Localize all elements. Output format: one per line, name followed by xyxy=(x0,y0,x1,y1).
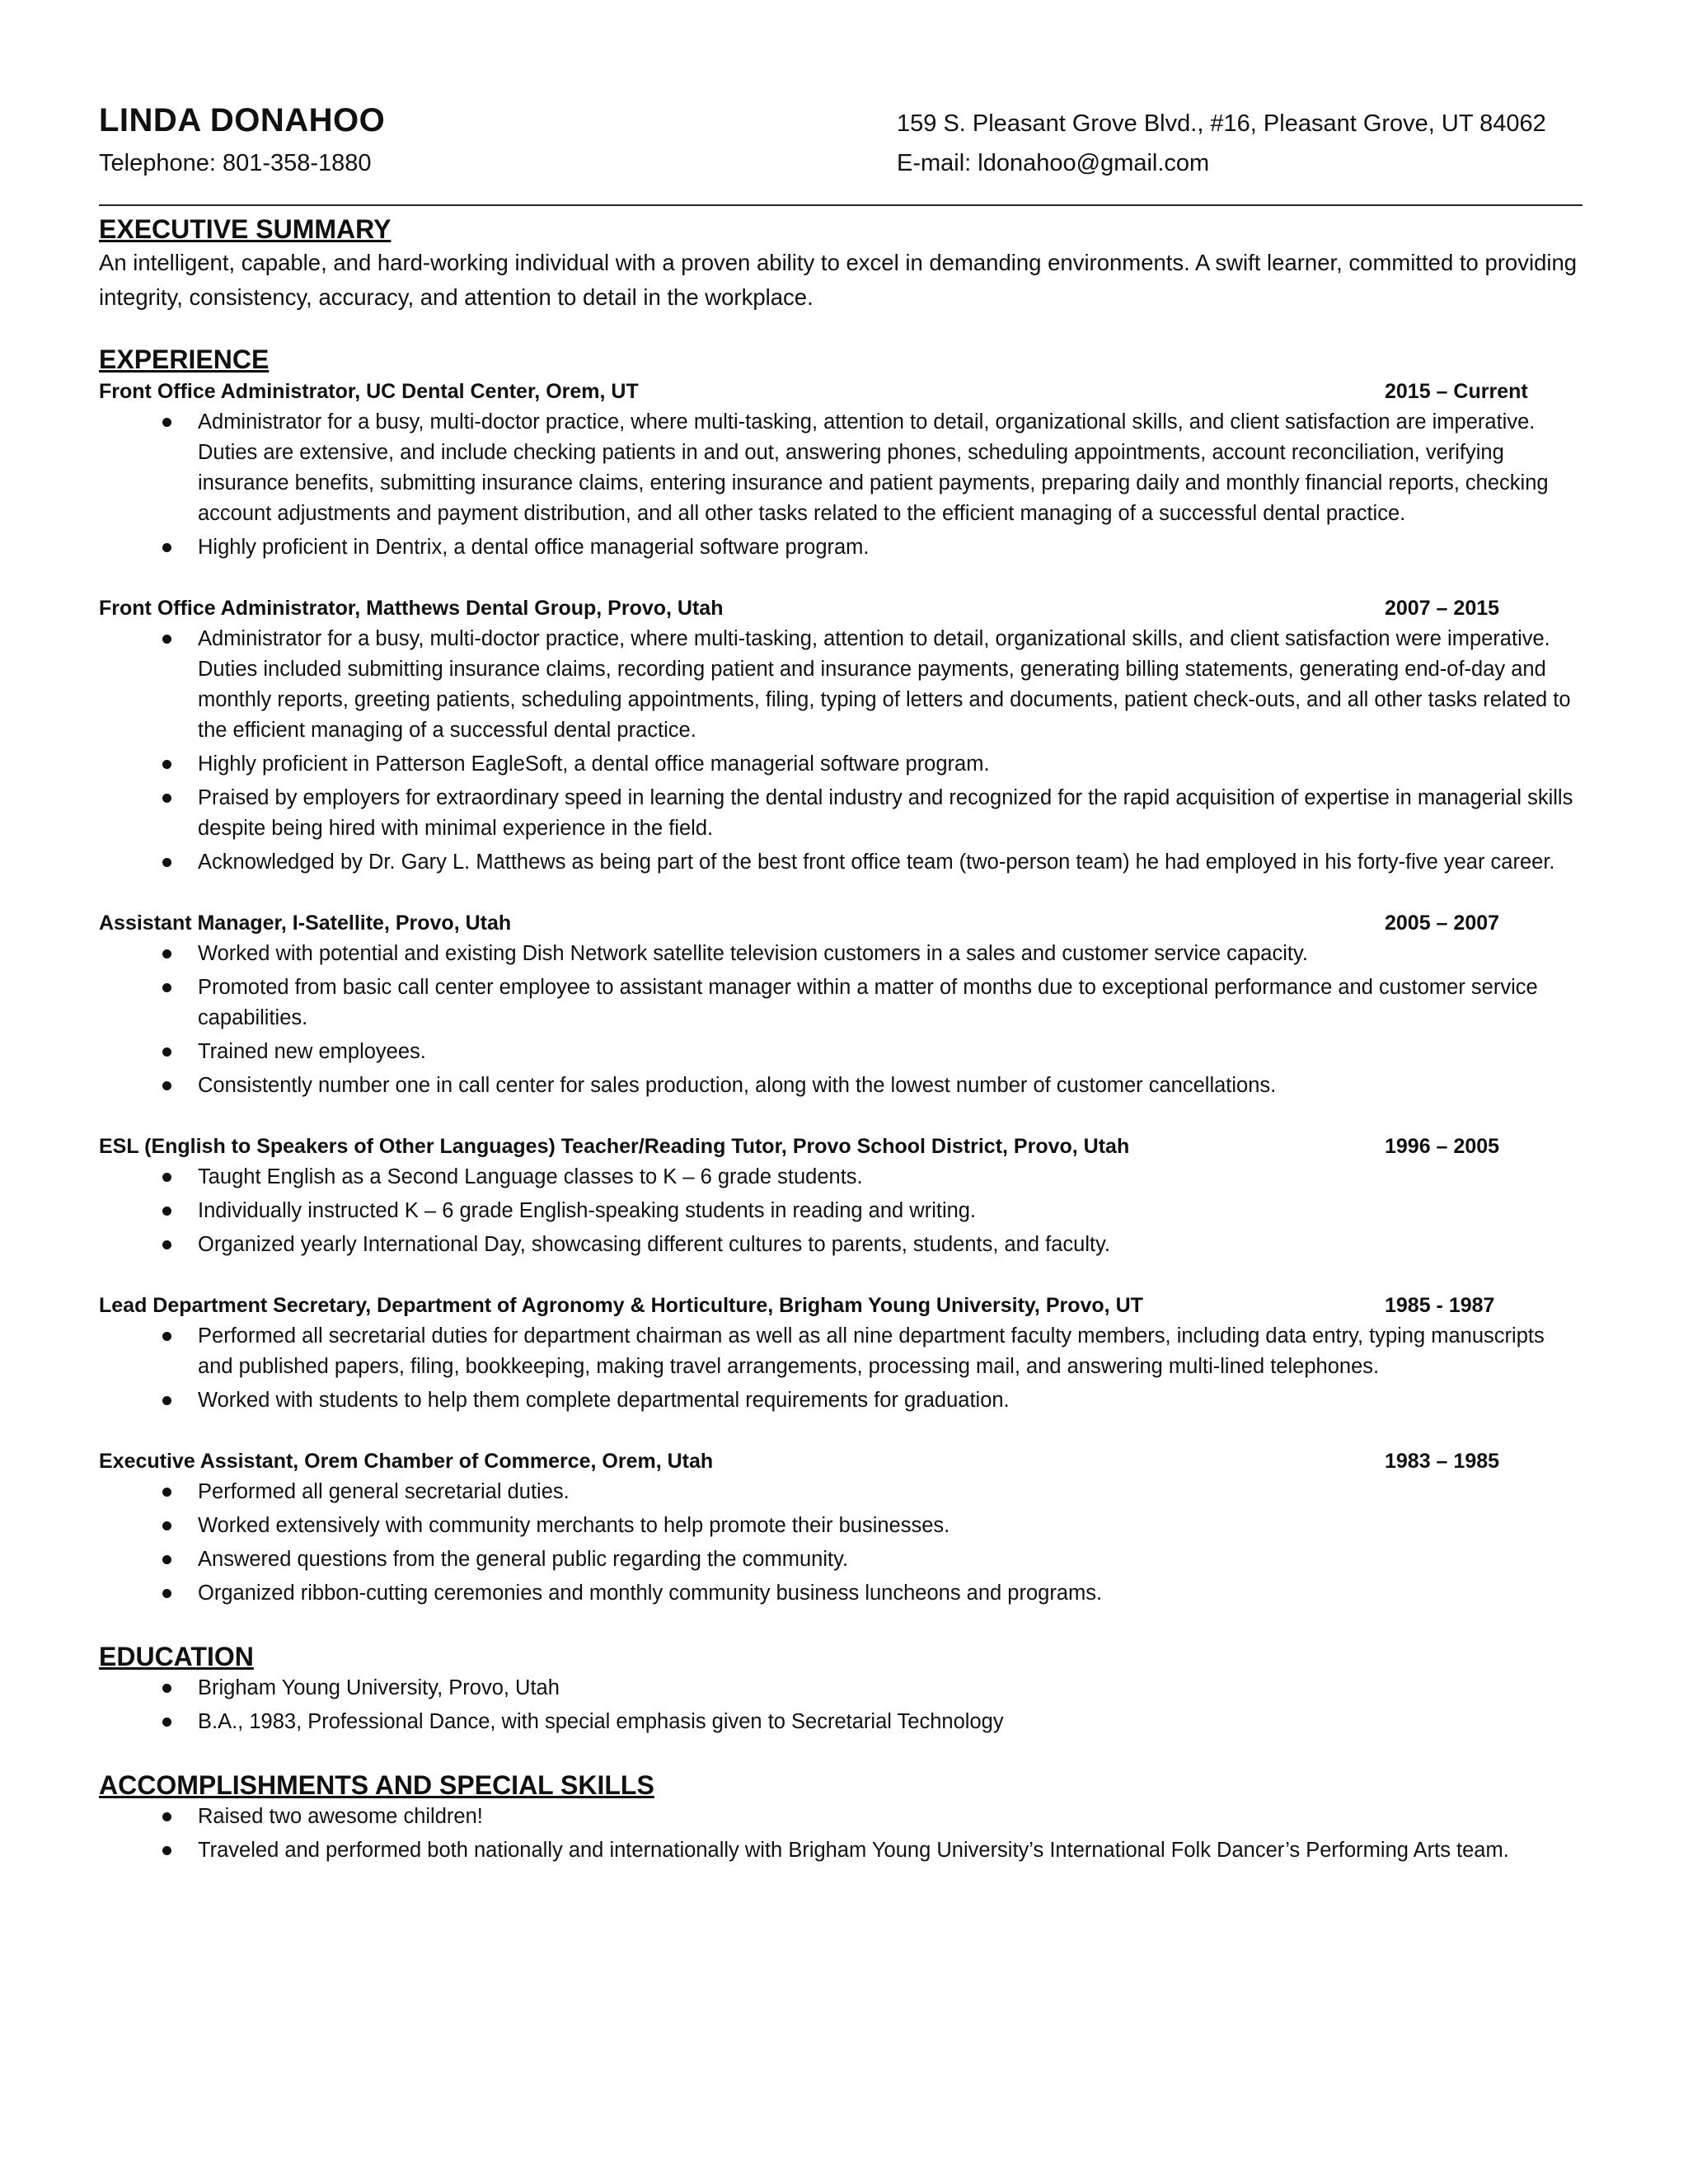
experience-section xyxy=(99,343,1582,1609)
job-title: Front Office Administrator, UC Dental Center, Orem, UT xyxy=(99,380,639,403)
education-section xyxy=(99,1640,1582,1737)
accomplishment-bullet: Traveled and performed both nationally and internationally with Brigham Young University’s International Folk Dancer’s Performing Arts team. xyxy=(99,1835,1582,1866)
accomplishment-bullet: Raised two awesome children! xyxy=(99,1802,1582,1832)
email-line: E-mail: ldonahoo@gmail.com xyxy=(897,150,1210,176)
executive-summary-title: EXECUTIVE SUMMARY xyxy=(99,214,392,244)
job-bullet: Consistently number one in call center for sales production, along with the lowest number of customer cancellations. xyxy=(99,1071,1582,1101)
job-dates: 2005 – 2007 xyxy=(1385,912,1500,935)
bullet-icon xyxy=(162,1718,171,1727)
resume-body xyxy=(99,213,1582,1869)
experience-title: EXPERIENCE xyxy=(99,344,270,374)
job-bullet: Individually instructed K – 6 grade English-speaking students in reading and writing. xyxy=(99,1196,1582,1226)
job-dates: 1985 - 1987 xyxy=(1385,1294,1495,1317)
bullet-icon xyxy=(162,1047,171,1057)
applicant-name: LINDA DONAHOO xyxy=(99,102,386,138)
job-title: Lead Department Secretary, Department of Agronomy & Horticulture, Brigham Young University, Provo, UT xyxy=(99,1294,1143,1317)
job-bullet: Taught English as a Second Language classes to K – 6 grade students. xyxy=(99,1162,1582,1193)
bullet-icon xyxy=(162,949,171,958)
bullet-icon xyxy=(162,794,171,803)
bullet-icon xyxy=(162,1332,171,1341)
bullet-icon xyxy=(162,760,171,769)
job-bullet: Organized ribbon-cutting ceremonies and monthly community business luncheons and programs. xyxy=(99,1578,1582,1609)
job-dates: 2015 – Current xyxy=(1385,380,1528,403)
bullet-icon xyxy=(162,1684,171,1693)
job-entry xyxy=(99,593,1582,878)
education-title: EDUCATION xyxy=(99,1642,254,1671)
bullet-icon xyxy=(162,418,171,427)
job-bullet: Performed all secretarial duties for department chairman as well as all nine department faculty members, including data entry, typing manuscripts and published papers, filing, bookkeeping, making travel arrangements, processing mail, and answering multi-lined telephones. xyxy=(99,1321,1582,1382)
telephone-line: Telephone: 801-358-1880 xyxy=(99,150,372,176)
bullet-icon xyxy=(162,1488,171,1497)
bullet-icon xyxy=(162,1396,171,1405)
job-bullet: Answered questions from the general public regarding the community. xyxy=(99,1544,1582,1575)
job-bullet: Worked with potential and existing Dish Network satellite television customers in a sales and customer service capacity. xyxy=(99,939,1582,969)
education-bullet: Brigham Young University, Provo, Utah xyxy=(99,1673,1582,1704)
job-entry xyxy=(99,1290,1582,1416)
bullet-icon xyxy=(162,1846,171,1855)
job-bullet: Administrator for a busy, multi-doctor practice, where multi-tasking, attention to detail, organizational skills, and client satisfaction are imperative. Duties are extensive, and include checking patients in and out, answering phones, scheduling appointments, account reconciliation, verifying insurance benefits, submitting insurance claims, entering insurance and patient payments, preparing daily and monthly financial reports, checking account adjustments and payment distribution, and all other tasks related to the efficient managing of a successful dental practice. xyxy=(99,407,1582,529)
job-dates: 1983 – 1985 xyxy=(1385,1450,1500,1473)
bullet-icon xyxy=(162,635,171,644)
job-bullet: Promoted from basic call center employee to assistant manager within a matter of months due to exceptional performance and customer service capabilities. xyxy=(99,972,1582,1033)
job-title: Executive Assistant, Orem Chamber of Commerce, Orem, Utah xyxy=(99,1450,714,1473)
header-divider xyxy=(99,204,1582,206)
job-entry xyxy=(99,1131,1582,1260)
bullet-icon xyxy=(162,1173,171,1182)
address-line: 159 S. Pleasant Grove Blvd., #16, Pleasant Grove, UT 84062 xyxy=(897,110,1546,137)
accomplishments-title: ACCOMPLISHMENTS AND SPECIAL SKILLS xyxy=(99,1770,654,1800)
job-bullet: Praised by employers for extraordinary speed in learning the dental industry and recognized for the rapid acquisition of expertise in managerial skills despite being hired with minimal experience in the field. xyxy=(99,783,1582,844)
job-title: Front Office Administrator, Matthews Dental Group, Provo, Utah xyxy=(99,597,724,620)
job-bullet: Worked with students to help them complete departmental requirements for graduation. xyxy=(99,1385,1582,1416)
job-dates: 1996 – 2005 xyxy=(1385,1135,1500,1158)
job-title: Assistant Manager, I-Satellite, Provo, Utah xyxy=(99,912,512,935)
bullet-icon xyxy=(162,1240,171,1249)
accomplishments-section xyxy=(99,1769,1582,1866)
job-bullet: Organized yearly International Day, showcasing different cultures to parents, students, and faculty. xyxy=(99,1230,1582,1260)
job-bullet: Administrator for a busy, multi-doctor practice, where multi-tasking, attention to detail, organizational skills, and client satisfaction were imperative. Duties included submitting insurance claims, recording patient and insurance payments, generating billing statements, generating end-of-day and monthly reports, greeting patients, scheduling appointments, filing, typing of letters and documents, patient check-outs, and all other tasks related to the efficient managing of a successful dental practice. xyxy=(99,624,1582,746)
job-bullet: Trained new employees. xyxy=(99,1037,1582,1067)
bullet-icon xyxy=(162,1081,171,1090)
bullet-icon xyxy=(162,1812,171,1821)
education-bullet: B.A., 1983, Professional Dance, with special emphasis given to Secretarial Technology xyxy=(99,1707,1582,1737)
bullet-icon xyxy=(162,858,171,867)
bullet-icon xyxy=(162,1555,171,1564)
executive-summary-section xyxy=(99,213,1582,315)
job-entry xyxy=(99,907,1582,1101)
job-entry xyxy=(99,1446,1582,1609)
bullet-icon xyxy=(162,1207,171,1216)
bullet-icon xyxy=(162,1521,171,1530)
bullet-icon xyxy=(162,1589,171,1598)
bullet-icon xyxy=(162,543,171,552)
job-bullet: Worked extensively with community merchants to help promote their businesses. xyxy=(99,1511,1582,1541)
job-bullet: Highly proficient in Patterson EagleSoft, a dental office managerial software program. xyxy=(99,749,1582,780)
job-entry xyxy=(99,376,1582,563)
bullet-icon xyxy=(162,983,171,992)
job-title: ESL (English to Speakers of Other Languages) Teacher/Reading Tutor, Provo School District, Provo, Utah xyxy=(99,1135,1130,1158)
job-bullet: Highly proficient in Dentrix, a dental office managerial software program. xyxy=(99,532,1582,563)
executive-summary-text: An intelligent, capable, and hard-working individual with a proven ability to excel in demanding environments. A swift learner, committed to providing integrity, consistency, accuracy, and attention to detail in the workplace. xyxy=(99,250,1578,310)
job-bullet: Performed all general secretarial duties. xyxy=(99,1477,1582,1507)
job-bullet: Acknowledged by Dr. Gary L. Matthews as being part of the best front office team (two-person team) he had employed in his forty-five year career. xyxy=(99,847,1582,878)
job-dates: 2007 – 2015 xyxy=(1385,597,1500,620)
